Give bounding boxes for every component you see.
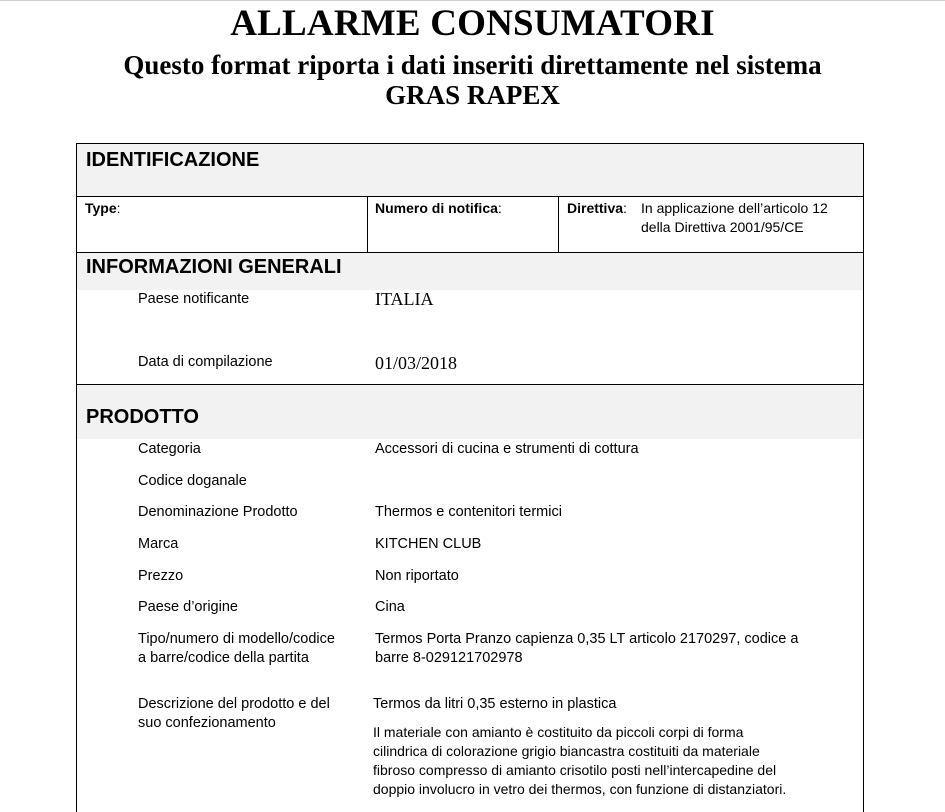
marca-value: KITCHEN CLUB: [375, 536, 482, 552]
descrizione-para-line: doppio involucro in vetro dei thermos, con funzione di distanziatori.: [373, 781, 787, 797]
direttiva-colon: :: [623, 200, 627, 216]
descrizione-para-line: fibroso compresso di amianto crisotilo posti nell’intercapedine del: [373, 762, 777, 778]
descrizione-label: [138, 695, 363, 733]
direttiva-value-line2: della Direttiva 2001/95/CE: [641, 219, 804, 235]
direttiva-value-line1: In applicazione dell’articolo 12: [641, 200, 828, 216]
codice-doganale-label: Codice doganale: [138, 473, 247, 489]
prezzo-label: Prezzo: [138, 568, 184, 584]
modello-value-line2: barre 8-029121702978: [375, 650, 523, 666]
descrizione-paragraph: [373, 723, 786, 799]
numero-notifica-field: [375, 199, 502, 218]
paese-origine-label: Paese d’origine: [138, 599, 238, 615]
divider: [77, 196, 863, 197]
prodotto-title: PRODOTTO: [86, 406, 199, 428]
paese-origine-value: Cina: [375, 599, 405, 615]
form-table: [76, 143, 864, 812]
page-top-rule: [0, 0, 945, 1]
direttiva-value: [641, 199, 828, 237]
divider: [367, 196, 368, 252]
document-title: ALLARME CONSUMATORI: [230, 3, 715, 44]
prezzo-value: Non riportato: [375, 568, 459, 584]
type-colon: :: [116, 200, 121, 216]
modello-label-line1: Tipo/numero di modello/codice: [138, 631, 335, 647]
paese-notificante-value: ITALIA: [375, 289, 434, 309]
type-label: Type: [85, 200, 117, 216]
document-subtitle-line1: Questo format riporta i dati inseriti direttamente nel sistema: [123, 50, 822, 80]
descrizione-para-line: Il materiale con amianto è costituito da piccoli corpi di forma: [373, 724, 744, 740]
modello-value-line1: Termos Porta Pranzo capienza 0,35 LT articolo 2170297, codice a: [375, 631, 799, 647]
identificazione-title: IDENTIFICAZIONE: [86, 149, 260, 171]
document-header: [0, 4, 945, 110]
modello-value: [375, 630, 798, 668]
descrizione-label-line1: Descrizione del prodotto e del: [138, 696, 330, 712]
categoria-label: Categoria: [138, 441, 201, 457]
categoria-value: Accessori di cucina e strumenti di cottura: [375, 441, 639, 457]
numero-colon: :: [497, 200, 502, 216]
document-subtitle-line2: GRAS RAPEX: [385, 80, 560, 110]
descrizione-label-line2: suo confezionamento: [138, 715, 276, 731]
direttiva-field: [567, 199, 627, 218]
descrizione-value-line1: Termos da litri 0,35 esterno in plastica: [373, 696, 617, 712]
numero-notifica-label: Numero di notifica: [375, 200, 498, 216]
modello-label-line2: a barre/codice della partita: [138, 650, 309, 666]
type-field: [85, 199, 121, 218]
denominazione-value: Thermos e contenitori termici: [375, 504, 562, 520]
modello-label: [138, 630, 363, 668]
paese-notificante-label: Paese notificante: [138, 291, 250, 307]
informazioni-title: INFORMAZIONI GENERALI: [86, 256, 342, 278]
descrizione-para-line: cilindrica di colorazione grigio biancastra costituiti da materiale: [373, 743, 760, 759]
data-compilazione-value: 01/03/2018: [375, 353, 458, 373]
denominazione-label: Denominazione Prodotto: [138, 504, 298, 520]
data-compilazione-label: Data di compilazione: [138, 354, 273, 370]
divider: [558, 196, 559, 252]
direttiva-label: Direttiva: [567, 200, 624, 216]
marca-label: Marca: [138, 536, 179, 552]
